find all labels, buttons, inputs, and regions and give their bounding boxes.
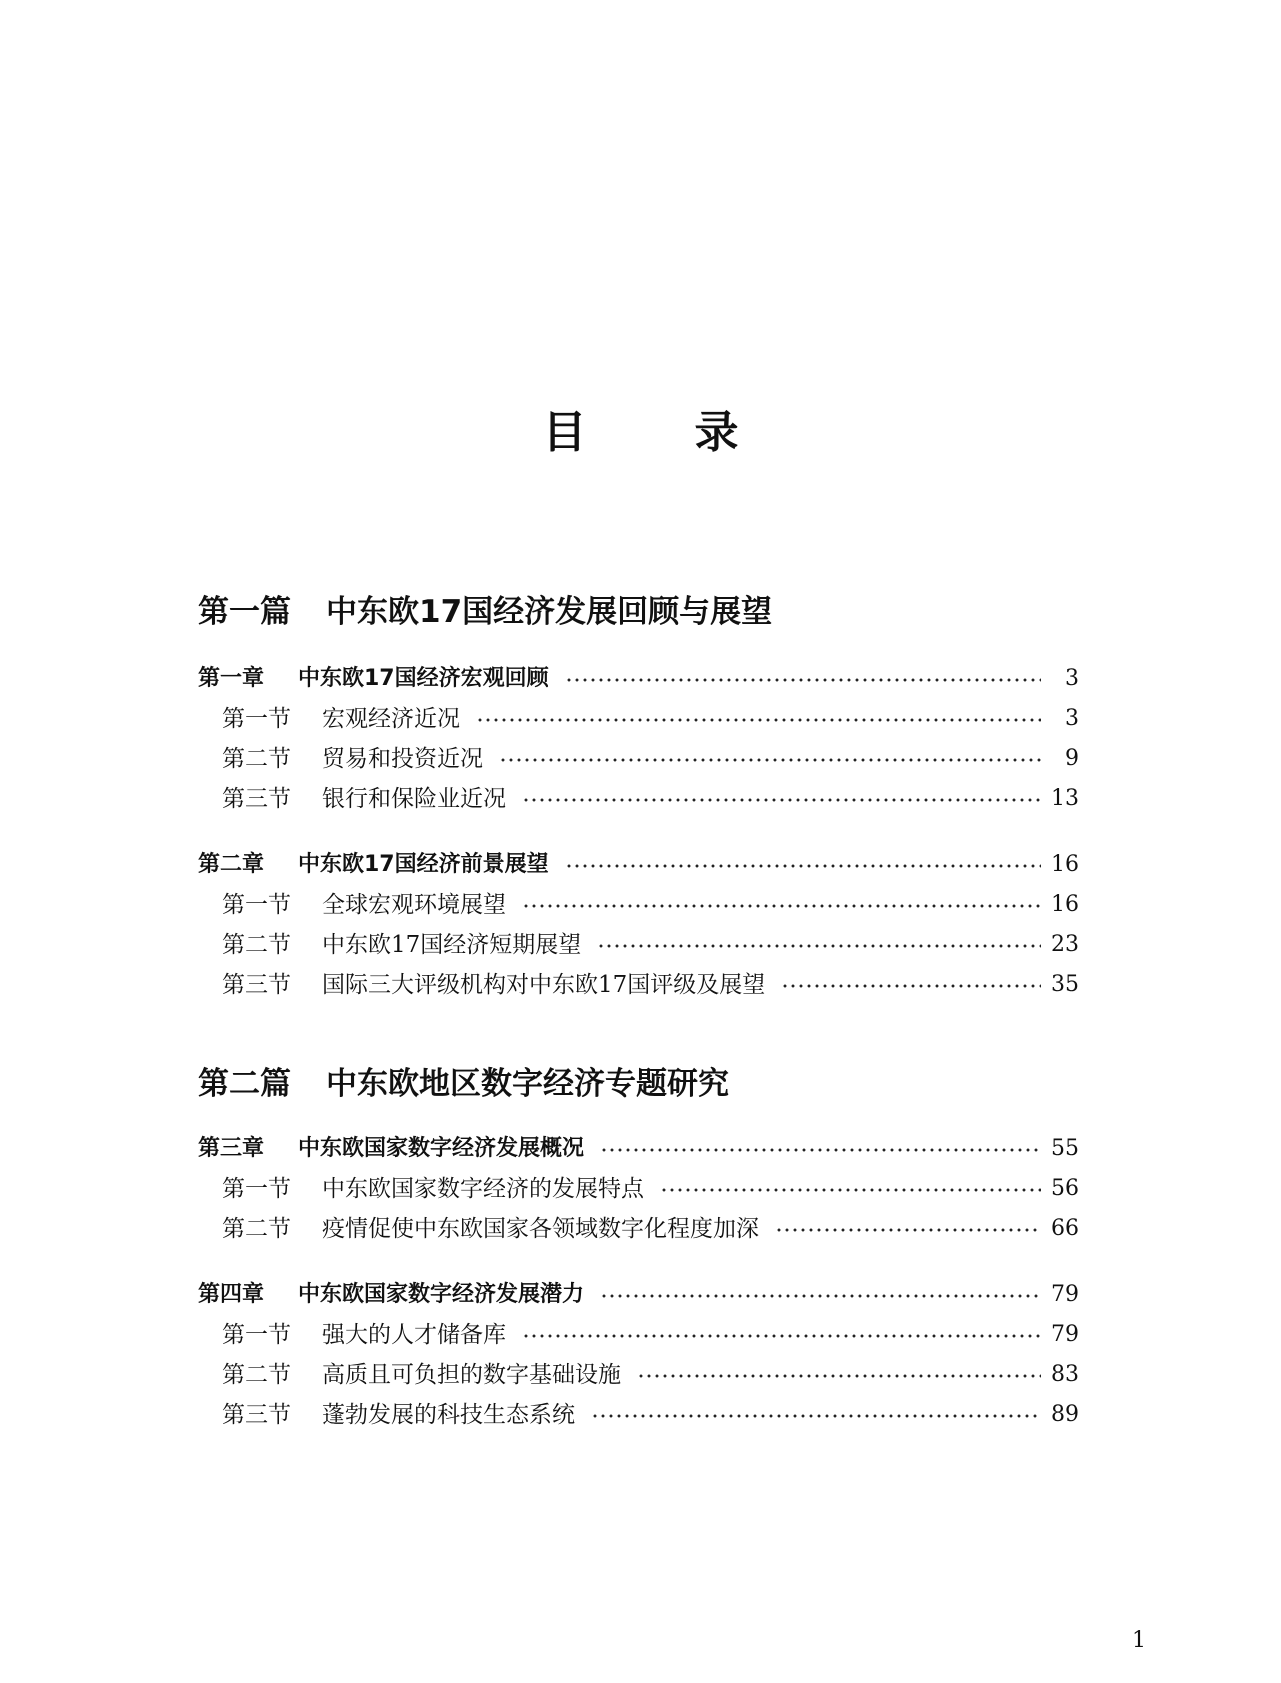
part-title: 中东欧地区数字经济专题研究 xyxy=(326,1066,729,1102)
section-label: 第三节 xyxy=(222,972,291,998)
page-ref: 55 xyxy=(1051,1136,1079,1161)
chapter-title: 中东欧17国经济前景展望 xyxy=(298,852,549,877)
toc-entry-section[interactable] xyxy=(222,1358,1079,1392)
part-heading xyxy=(198,1062,729,1106)
part-title: 中东欧17国经济发展回顾与展望 xyxy=(326,594,773,630)
toc-entry-chapter[interactable] xyxy=(198,1278,1079,1312)
leader-dots xyxy=(565,676,1041,684)
page-ref: 35 xyxy=(1051,972,1079,997)
section-label: 第二节 xyxy=(222,746,291,772)
leader-dots xyxy=(499,756,1041,764)
leader-dots xyxy=(522,1332,1041,1340)
toc-entry-section[interactable] xyxy=(222,1398,1079,1432)
page-ref: 79 xyxy=(1051,1282,1079,1307)
section-label: 第三节 xyxy=(222,786,291,812)
page-ref: 79 xyxy=(1051,1322,1079,1347)
toc-entry-section[interactable] xyxy=(222,1172,1079,1206)
chapter-label: 第四章 xyxy=(198,1282,265,1307)
section-title: 强大的人才储备库 xyxy=(322,1322,506,1348)
leader-dots xyxy=(597,942,1041,950)
page-number: 1 xyxy=(1132,1628,1146,1653)
toc-entry-section[interactable] xyxy=(222,1212,1079,1246)
leader-dots xyxy=(600,1292,1041,1300)
toc-entry-chapter[interactable] xyxy=(198,848,1079,882)
toc-entry-section[interactable] xyxy=(222,968,1079,1002)
section-label: 第一节 xyxy=(222,892,291,918)
section-label: 第一节 xyxy=(222,706,291,732)
section-title: 银行和保险业近况 xyxy=(322,786,506,812)
leader-dots xyxy=(476,716,1041,724)
page-ref: 66 xyxy=(1051,1216,1079,1241)
leader-dots xyxy=(591,1412,1041,1420)
toc-entry-section[interactable] xyxy=(222,742,1079,776)
chapter-title: 中东欧国家数字经济发展概况 xyxy=(298,1136,585,1161)
chapter-label: 第二章 xyxy=(198,852,265,877)
leader-dots xyxy=(522,796,1041,804)
page-ref: 16 xyxy=(1051,892,1079,917)
section-title: 疫情促使中东欧国家各领域数字化程度加深 xyxy=(322,1216,759,1242)
page-ref: 9 xyxy=(1065,746,1079,771)
leader-dots xyxy=(600,1146,1041,1154)
toc-entry-section[interactable] xyxy=(222,782,1079,816)
toc-entry-chapter[interactable] xyxy=(198,662,1079,696)
page-ref: 56 xyxy=(1051,1176,1079,1201)
page-ref: 3 xyxy=(1065,666,1079,691)
page-ref: 83 xyxy=(1051,1362,1079,1387)
page-ref: 16 xyxy=(1051,852,1079,877)
chapter-label: 第三章 xyxy=(198,1136,265,1161)
section-title: 高质且可负担的数字基础设施 xyxy=(322,1362,621,1388)
toc-heading-char-1: 目 xyxy=(542,407,587,458)
leader-dots xyxy=(637,1372,1041,1380)
leader-dots xyxy=(775,1226,1041,1234)
leader-dots xyxy=(781,982,1041,990)
section-title: 中东欧国家数字经济的发展特点 xyxy=(322,1176,644,1202)
section-title: 蓬勃发展的科技生态系统 xyxy=(322,1402,575,1428)
chapter-title: 中东欧17国经济宏观回顾 xyxy=(298,666,549,691)
part-label: 第一篇 xyxy=(198,594,291,630)
section-title: 中东欧17国经济短期展望 xyxy=(322,932,582,958)
part-label: 第二篇 xyxy=(198,1066,291,1102)
toc-entry-chapter[interactable] xyxy=(198,1132,1079,1166)
toc-entry-section[interactable] xyxy=(222,1318,1079,1352)
leader-dots xyxy=(522,902,1041,910)
chapter-title: 中东欧国家数字经济发展潜力 xyxy=(298,1282,585,1307)
section-label: 第三节 xyxy=(222,1402,291,1428)
section-label: 第二节 xyxy=(222,932,291,958)
toc-entry-section[interactable] xyxy=(222,702,1079,736)
page-ref: 89 xyxy=(1051,1402,1079,1427)
section-title: 国际三大评级机构对中东欧17国评级及展望 xyxy=(322,972,766,998)
toc-heading xyxy=(0,403,1281,463)
section-title: 全球宏观环境展望 xyxy=(322,892,506,918)
page-ref: 23 xyxy=(1051,932,1079,957)
chapter-label: 第一章 xyxy=(198,666,265,691)
page-ref: 13 xyxy=(1051,786,1079,811)
leader-dots xyxy=(660,1186,1041,1194)
part-heading xyxy=(198,590,772,634)
section-label: 第二节 xyxy=(222,1362,291,1388)
toc-heading-char-2: 录 xyxy=(694,407,739,458)
leader-dots xyxy=(565,862,1041,870)
section-label: 第一节 xyxy=(222,1176,291,1202)
section-label: 第二节 xyxy=(222,1216,291,1242)
section-title: 宏观经济近况 xyxy=(322,706,460,732)
section-title: 贸易和投资近况 xyxy=(322,746,483,772)
page-ref: 3 xyxy=(1065,706,1079,731)
toc-entry-section[interactable] xyxy=(222,928,1079,962)
toc-entry-section[interactable] xyxy=(222,888,1079,922)
section-label: 第一节 xyxy=(222,1322,291,1348)
